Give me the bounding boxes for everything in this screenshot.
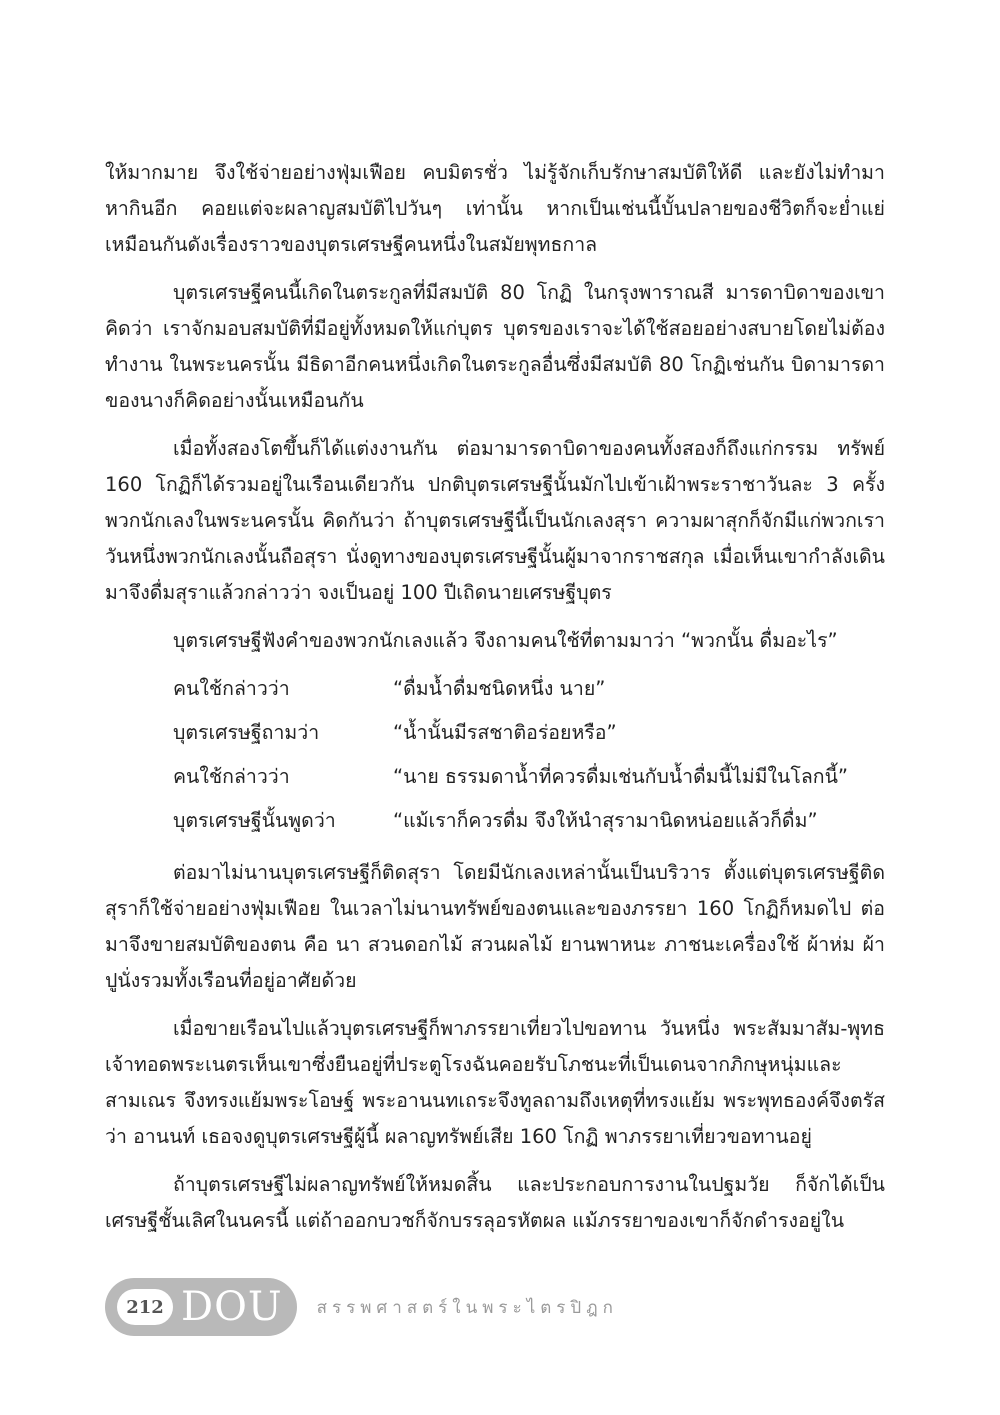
dialogue-speaker: คนใช้กล่าวว่า xyxy=(173,677,290,700)
paragraph-3: เมื่อทั้งสองโตขึ้นก็ได้แต่งงานกัน ต่อมามารดาบิดาของคนทั้งสองก็ถึงแก่กรรม ทรัพย์ 160 โกฏิก็ได้รวมอยู่ในเรือนเดียวกัน ปกติบุตรเศรษฐีนั้นมักไปเข้าเฝ้าพระราชาวันละ 3 ครั้ง พวกนักเลงในพระนครนั้น คิดกันว่า ถ้าบุตรเศรษฐีนี้เป็นนักเลงสุรา ความผาสุกก็จักมีแก่พวกเรา วันหนึ่งพวกนักเลงนั้นถือสุรา นั่งดูทางของบุตรเศรษฐีนั้นผู้มาจากราชสกุล เมื่อเห็นเขากำลังเดินมาจึงดื่มสุราแล้วกล่าวว่า จงเป็นอยู่ 100 ปีเถิดนายเศรษฐีบุตร xyxy=(105,437,885,604)
dou-logo: DOU xyxy=(181,1284,283,1330)
paragraph-2: บุตรเศรษฐีคนนี้เกิดในตระกูลที่มีสมบัติ 80 โกฏิ ในกรุงพาราณสี มารดาบิดาของเขาคิดว่า เราจักมอบสมบัติที่มีอยู่ทั้งหมดให้แก่บุตร บุตรของเราจะได้ใช้สอยอย่างสบายโดยไม่ต้องทำงาน ในพระนครนั้น มีธิดาอีกคนหนึ่งเกิดในตระกูลอื่นซึ่งมีสมบัติ 80 โกฏิเช่นกัน บิดามารดาของนางก็คิดอย่างนั้นเหมือนกัน xyxy=(105,281,885,412)
page-body xyxy=(105,155,885,1251)
dialogue-speech: “แม้เราก็ควรดื่ม จึงให้นำสุรามานิดหน่อยแล้วก็ดื่ม” xyxy=(393,809,818,832)
dialogue-speaker: คนใช้กล่าวว่า xyxy=(173,765,290,788)
dialogue-speaker: บุตรเศรษฐีถามว่า xyxy=(173,721,320,744)
dialogue-speech: “น้ำนั้นมีรสชาติอร่อยหรือ” xyxy=(393,721,617,744)
dialogue-row xyxy=(105,799,885,843)
dialogue-row xyxy=(105,667,885,711)
dialogue-speech: “นาย ธรรมดาน้ำที่ควรดื่มเช่นกับน้ำดื่มนี้ไม่มีในโลกนี้” xyxy=(393,765,849,788)
paragraph-4: บุตรเศรษฐีฟังคำของพวกนักเลงแล้ว จึงถามคนใช้ที่ตามมาว่า “พวกนั้น ดื่มอะไร” xyxy=(173,629,838,652)
paragraph-1: ให้มากมาย จึงใช้จ่ายอย่างฟุ่มเฟือย คบมิตรชั่ว ไม่รู้จักเก็บรักษาสมบัติให้ดี และยังไม่ทำมาหากินอีก คอยแต่จะผลาญสมบัติไปวันๆ เท่านั้น หากเป็นเช่นนี้บั้นปลายของชีวิตก็จะย่ำแย่เหมือนกันดังเรื่องราวของบุตรเศรษฐีคนหนึ่งในสมัยพุทธกาล xyxy=(105,161,885,256)
footer-badge xyxy=(105,1278,297,1336)
dialogue-speaker: บุตรเศรษฐีนั้นพูดว่า xyxy=(173,809,336,832)
dialogue-row xyxy=(105,755,885,799)
page-number: 212 xyxy=(117,1289,173,1325)
paragraph-7: ถ้าบุตรเศรษฐีไม่ผลาญทรัพย์ให้หมดสิ้น และประกอบการงานในปฐมวัย ก็จักได้เป็นเศรษฐีชั้นเลิศในนครนี้ แต่ถ้าออกบวชก็จักบรรลุอรหัตผล แม้ภรรยาของเขาก็จักดำรงอยู่ใน xyxy=(105,1173,885,1232)
book-title: สรรพศาสตร์ในพระไตรปิฎก xyxy=(316,1297,618,1318)
dialogue-block xyxy=(105,667,885,843)
paragraph-6: เมื่อขายเรือนไปแล้วบุตรเศรษฐีก็พาภรรยาเที่ยวไปขอทาน วันหนึ่ง พระสัมมาสัม-พุทธเจ้าทอดพระเนตรเห็นเขาซึ่งยืนอยู่ที่ประตูโรงฉันคอยรับโภชนะที่เป็นเดนจากภิกษุหนุ่มและสามเณร จึงทรงแย้มพระโอษฐ์ พระอานนทเถระจึงทูลถามถึงเหตุที่ทรงแย้ม พระพุทธองค์จึงตรัสว่า อานนท์ เธอจงดูบุตรเศรษฐีผู้นี้ ผลาญทรัพย์เสีย 160 โกฏิ พาภรรยาเที่ยวขอทานอยู่ xyxy=(105,1017,885,1148)
page-footer xyxy=(105,1278,618,1336)
dialogue-row xyxy=(105,711,885,755)
paragraph-5: ต่อมาไม่นานบุตรเศรษฐีก็ติดสุรา โดยมีนักเลงเหล่านั้นเป็นบริวาร ตั้งแต่บุตรเศรษฐีติดสุราก็ใช้จ่ายอย่างฟุ่มเฟือย ในเวลาไม่นานทรัพย์ของตนและของภรรยา 160 โกฏิก็หมดไป ต่อมาจึงขายสมบัติของตน คือ นา สวนดอกไม้ สวนผลไม้ ยานพาหนะ ภาชนะเครื่องใช้ ผ้าห่ม ผ้าปูนั่งรวมทั้งเรือนที่อยู่อาศัยด้วย xyxy=(105,861,885,992)
dialogue-speech: “ดื่มน้ำดื่มชนิดหนึ่ง นาย” xyxy=(393,677,606,700)
